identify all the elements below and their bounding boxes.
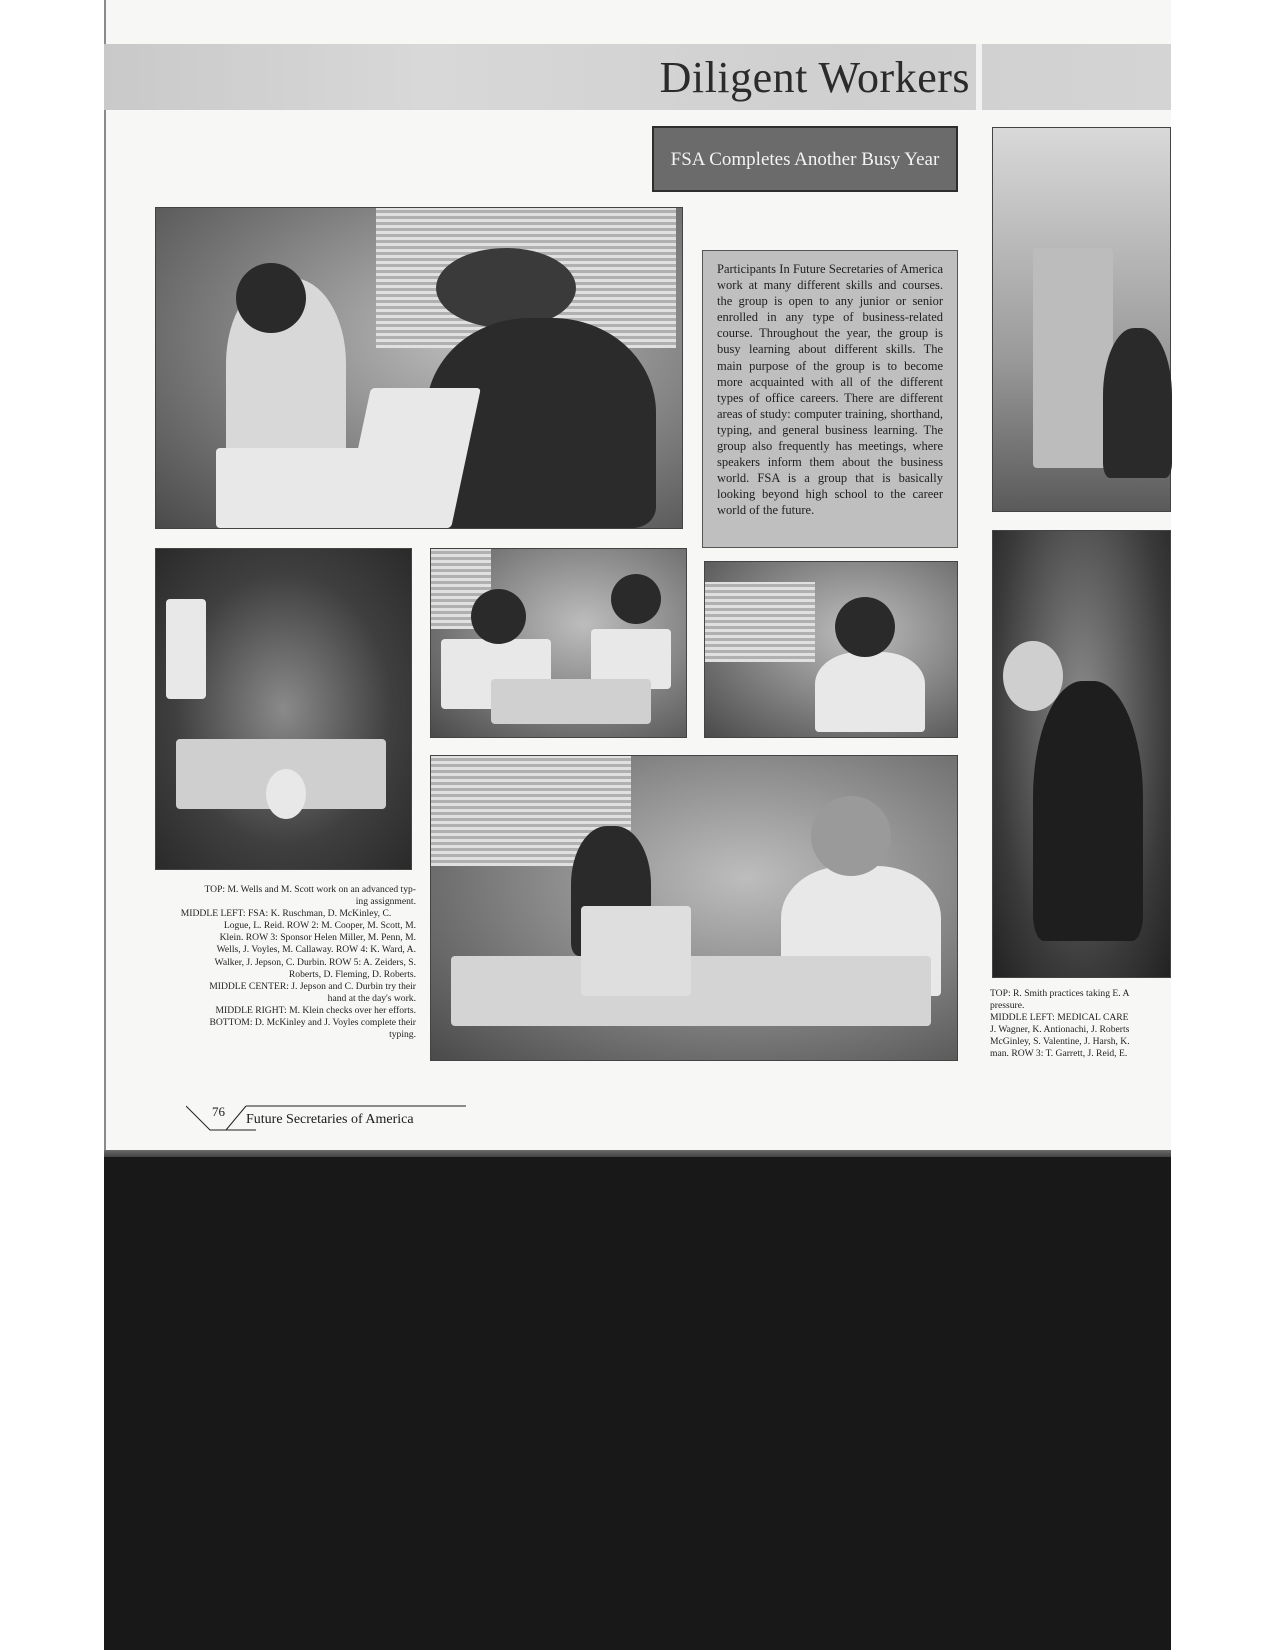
photo-right-page-middle (992, 530, 1171, 978)
caption-line: man. ROW 3: T. Garrett, J. Reid, E. (990, 1048, 1128, 1060)
subtitle: FSA Completes Another Busy Year (670, 148, 940, 170)
caption-line: pressure. (990, 1000, 1025, 1012)
section-name: Future Secretaries of America (246, 1112, 414, 1127)
page-number: 76 (212, 1104, 225, 1119)
page-folio (186, 1100, 466, 1136)
right-page-caption (990, 988, 1171, 1061)
caption-line: TOP: M. Wells and M. Scott work on an advanced typ- (204, 884, 416, 895)
caption-line: typing. (389, 1029, 416, 1041)
photo-middle-center (430, 548, 687, 738)
caption-line: Walker, J. Jepson, C. Durbin. ROW 5: A. Zeiders, S. (214, 956, 416, 968)
caption-line: MIDDLE LEFT: MEDICAL CARE (990, 1012, 1129, 1024)
caption-line: BOTTOM: D. McKinley and J. Voyles complete their (209, 1017, 416, 1029)
photo-caption (156, 884, 416, 1041)
page-gutter (976, 44, 982, 110)
caption-line: TOP: R. Smith practices taking E. A (990, 988, 1130, 999)
intro-text-box (702, 250, 958, 548)
caption-line: ing assignment. (355, 896, 416, 908)
caption-line: Wells, J. Voyles, M. Callaway. ROW 4: K. Ward, A. (216, 944, 416, 956)
photo-middle-left (155, 548, 412, 870)
photo-bottom (430, 755, 958, 1061)
caption-line: Logue, L. Reid. ROW 2: M. Cooper, M. Scott, M. (223, 920, 416, 932)
page-title: Diligent Workers (659, 53, 970, 102)
caption-line: MIDDLE CENTER: J. Jepson and C. Durbin try their (209, 980, 416, 992)
photo-top (155, 207, 683, 529)
caption-line: Klein. ROW 3: Sponsor Helen Miller, M. Penn, M. (219, 932, 416, 944)
caption-line: Roberts, D. Fleming, D. Roberts. (288, 968, 416, 980)
scan-margin (1171, 0, 1275, 1650)
caption-line: J. Wagner, K. Antionachi, J. Roberts (990, 1024, 1130, 1036)
caption-line: hand at the day's work. (327, 992, 416, 1004)
caption-line: MIDDLE LEFT: FSA: K. Ruschman, D. McKinley, C. (180, 908, 392, 920)
photo-right-page-top (992, 127, 1171, 512)
photo-middle-right (704, 561, 958, 738)
caption-line: McGinley, S. Valentine, J. Harsh, K. (990, 1036, 1130, 1048)
caption-line: MIDDLE RIGHT: M. Klein checks over her efforts. (215, 1004, 416, 1016)
subtitle-box (652, 126, 958, 192)
scan-background (104, 1157, 1171, 1650)
intro-text: Participants In Future Secretaries of America work at many different skills and courses. the group is open to any junior or senior enrolled in any type of business-related course. Throughout the year, the group is busy learning about different skills. The main purpose of the group is to become more acquainted with all of the different types of office careers. There are different areas of study: computer training, shorthand, typing, and general business learning. The group also frequently has meetings, where speakers inform them about the business world. FSA is a group that is basically looking beyond high school to the career world of the future. (717, 262, 943, 518)
